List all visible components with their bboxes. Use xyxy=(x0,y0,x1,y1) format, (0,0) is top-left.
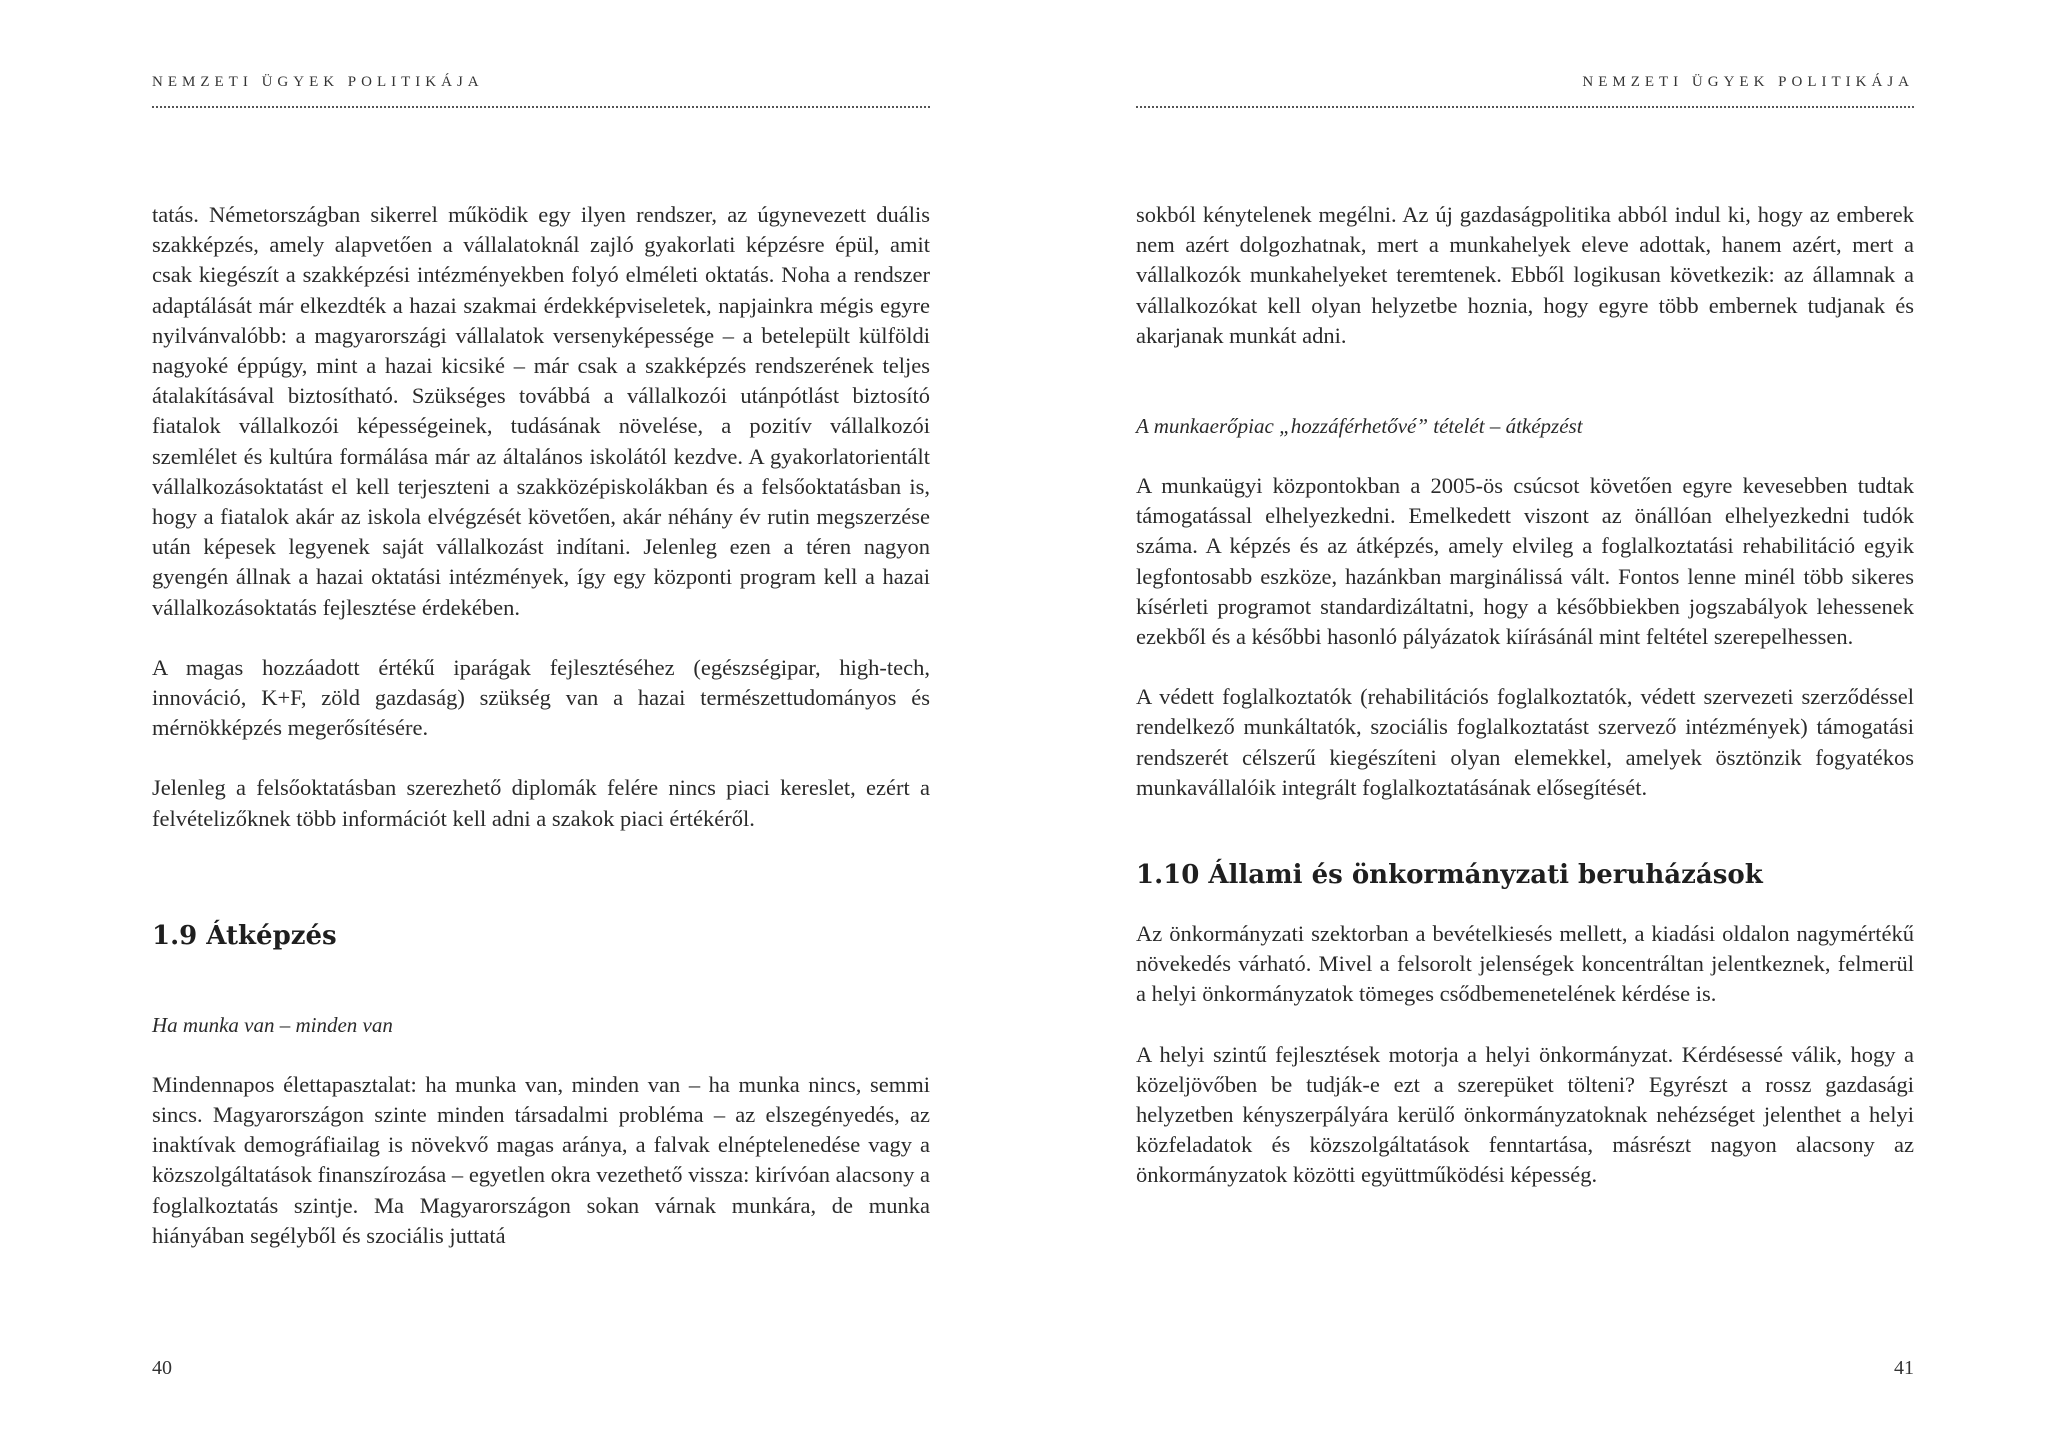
body-paragraph: sokból kénytelenek megélni. Az új gazdaságpolitika abból indul ki, hogy az emberek nem azért dolgozhatnak, mert a munkahelyek eleve adottak, hanem azért, mert a vállalkozók munkahelyeket teremtenek. Ebből logikusan következik: az államnak a vállalkozókat kell olyan helyzetbe hoznia, hogy egyre több embernek tudjanak és akarjanak munkát adni. xyxy=(1136,202,1914,348)
running-header xyxy=(1136,74,1914,108)
section-heading: 1.9 Átképzés xyxy=(152,920,337,951)
right-page xyxy=(1136,0,1914,1454)
left-page-content xyxy=(152,200,930,1251)
header-title: NEMZETI ÜGYEK POLITIKÁJA xyxy=(1582,74,1914,90)
body-paragraph: A védett foglalkoztatók (rehabilitációs foglalkoztatók, védett szervezeti szerződéssel rendelkező munkáltatók, szociális foglalkoztatást szervező intézmények) támogatási rendszerét célszerű kiegészíteni olyan elemekkel, amelyek ösztönzik fogyatékos munkavállalóik integrált foglalkoztatásának elősegítését. xyxy=(1136,684,1914,800)
body-paragraph: A helyi szintű fejlesztések motorja a helyi önkormányzat. Kérdésessé válik, hogy a közeljövőben be tudják-e ezt a szerepüket tölteni? Egyrészt a rossz gazdasági helyzetben kényszerpályára kerülő önkormányzatoknak nehézséget jelenthet a helyi közfeladatok és közszolgáltatások fenntartása, másrészt nagyon alacsony az önkormányzatok közötti együttműködési képesség. xyxy=(1136,1041,1914,1188)
body-paragraph: A munkaügyi központokban a 2005-ös csúcsot követően egyre kevesebben tudtak támogatással elhelyezkedni. Emelkedett viszont az önállóan elhelyezkedni tudók száma. A képzés és az átképzés, amely elvileg a foglalkoztatási rehabilitáció egyik legfontosabb eszköze, hazánkban marginálissá vált. Fontos lenne minél több sikeres kísérleti programot standardizáltatni, hogy a későbbiekben jogszabályok lehessenek ezekből és a későbbi hasonló pályázatok kiírásánál mint feltétel szerepelhessen. xyxy=(1136,473,1914,650)
italic-subheading: Ha munka van – minden van xyxy=(152,1012,393,1037)
body-paragraph: Jelenleg a felsőoktatásban szerezhető diplomák felére nincs piaci kereslet, ezért a felvételizőknek több információt kell adni a szakok piaci értékéről. xyxy=(152,775,930,831)
body-paragraph: Az önkormányzati szektorban a bevételkiesés mellett, a kiadási oldalon nagymértékű növekedés várható. Mivel a felsorolt jelenségek koncentráltan jelentkeznek, felmerül a helyi önkormányzatok tömeges csődbemenetelének kérdése is. xyxy=(1136,921,1914,1007)
italic-subheading: A munkaerőpiac „hozzáférhetővé” tételét – átképzést xyxy=(1136,414,1583,439)
body-paragraph: A magas hozzáadott értékű iparágak fejlesztéséhez (egészségipar, high-tech, innováció, K+F, zöld gazdaság) szükség van a hazai természettudományos és mérnökképzés megerősítésére. xyxy=(152,654,930,741)
body-paragraph: tatás. Németországban sikerrel működik egy ilyen rendszer, az úgynevezett duális szakképzés, amely alapvetően a vállalatoknál zajló gyakorlati képzésre épül, amit csak kiegészít a szakképzési intézményekben folyó elméleti oktatás. Noha a rendszer adaptálását már elkezdték a hazai szakmai érdekképviseletek, napjainkra mégis egyre nyilvánvalóbb: a magyarországi vállalatok versenyképessége – a betelepült külföldi nagyoké éppúgy, mint a hazai kicsiké – már csak a szakképzés rendszerének teljes átalakításával biztosítható. Szükséges továbbá a vállalkozói utánpótlást biztosító fiatalok vállalkozói képességeinek, tudásának növelése, a pozitív vállalkozói szemlélet és kultúra formálása már az általános iskolától kezdve. A gyakorlatorientált vállalkozásoktatást el kell terjeszteni a szakközépiskolákban és a felsőoktatásban is, hogy a fiatalok akár az iskola elvégzését követően, akár néhány év rutin megszerzése után képesek legyenek saját vállalkozást indítani. Jelenleg ezen a téren nagyon gyengén állnak a hazai oktatási intézmények, így egy központi program kell a hazai vállalkozásoktatás fejlesztése érdekében. xyxy=(152,202,930,620)
right-page-content xyxy=(1136,200,1914,1191)
section-heading: 1.10 Állami és önkormányzati beruházások xyxy=(1136,860,1763,891)
page-number: 41 xyxy=(1894,1357,1914,1379)
body-paragraph: Mindennapos élettapasztalat: ha munka van, minden van – ha munka nincs, semmi sincs. Magyarországon szinte minden társadalmi probléma – az elszegényedés, az inaktívak demográfiailag is növekvő magas aránya, a falvak elnéptelenedése vagy a közszolgáltatások finanszírozása – egyetlen okra vezethető vissza: kirívóan alacsony a foglalkoztatás szintje. Ma Magyarországon sokan várnak munkára, de munka hiányában segélyből és szociális juttatá xyxy=(152,1071,930,1248)
page-number: 40 xyxy=(152,1357,172,1379)
header-title: NEMZETI ÜGYEK POLITIKÁJA xyxy=(152,74,484,90)
running-header xyxy=(152,74,930,108)
left-page xyxy=(152,0,930,1454)
